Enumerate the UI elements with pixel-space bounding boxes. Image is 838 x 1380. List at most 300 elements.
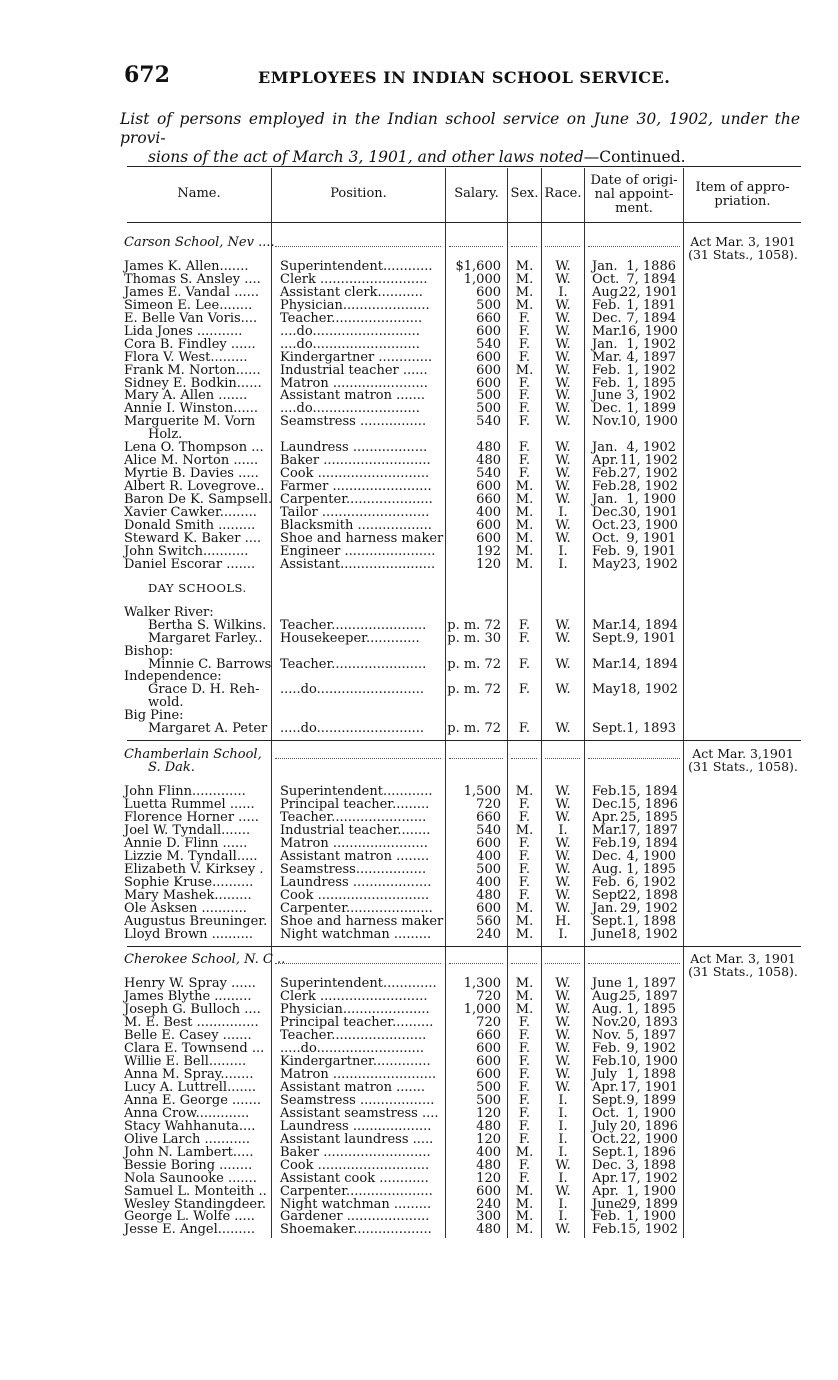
employee-race: I. [558, 1131, 568, 1147]
employee-race: W. [555, 1067, 571, 1083]
employee-name: John Switch........... [124, 543, 249, 559]
employee-name: Willie E. Bell......... [124, 1054, 247, 1070]
appointment-date: 1, 1902 [626, 336, 676, 352]
appointment-month: Jan. [592, 258, 618, 274]
employee-salary: 240 [476, 1196, 501, 1212]
employee-race: W. [555, 271, 571, 287]
dot-leader [588, 758, 680, 759]
appointment-date: 6, 1902 [626, 874, 676, 890]
appointment-date: 1, 1895 [626, 861, 676, 877]
employee-sex: M. [515, 976, 534, 992]
caption-continued: —Continued. [583, 148, 686, 166]
employee-sex: M. [515, 530, 534, 546]
employee-race: W. [555, 453, 571, 469]
employee-race: I. [558, 1092, 568, 1108]
employee-position: Farmer ........................ [280, 479, 432, 495]
appointment-month: Sept. [592, 913, 627, 929]
employee-name: Wesley Standingdeer. [124, 1196, 267, 1212]
employee-sex: M. [515, 492, 534, 508]
appointment-month: Feb. [592, 784, 621, 800]
employee-sex: M. [515, 1222, 534, 1238]
employee-position: .....do.......................... [280, 1041, 425, 1057]
employee-position: Assistant matron ........ [280, 848, 430, 864]
employee-sex: F. [518, 310, 531, 326]
employee-position: Shoe and harness maker [280, 913, 444, 929]
appointment-month: July [592, 1067, 618, 1083]
running-title: EMPLOYEES IN INDIAN SCHOOL SERVICE. [258, 68, 671, 87]
employee-name: Donald Smith ......... [124, 517, 256, 533]
caption-line-2: sions of the act of March 3, 1901, and other laws noted [148, 148, 584, 166]
employee-sex: M. [515, 926, 534, 942]
employee-name: Elizabeth V. Kirksey . [124, 861, 264, 877]
employee-name: Annie I. Winston...... [124, 401, 259, 417]
employee-sex: M. [515, 1002, 534, 1018]
employee-race: I. [558, 1144, 568, 1160]
employee-name: Stacy Wahhanuta.... [124, 1118, 256, 1134]
employee-name: Frank M. Norton...... [124, 362, 261, 378]
employee-name: John Flinn............. [124, 784, 246, 800]
employee-race: W. [555, 976, 571, 992]
dot-leader [588, 246, 680, 247]
appointment-date: 3, 1902 [626, 388, 676, 404]
employee-position: Carpenter..................... [280, 900, 433, 916]
approp-header-line: priation. [714, 194, 771, 209]
appointment-date: 20, 1893 [620, 1015, 678, 1031]
employee-position: Industrial teacher ...... [280, 362, 428, 378]
employee-name: Lena O. Thompson ... [124, 440, 264, 456]
employee-salary: 500 [476, 388, 501, 404]
appropriation-note [673, 952, 813, 978]
employee-sex: F. [518, 466, 531, 482]
employee-race: W. [555, 362, 571, 378]
employee-race: W. [555, 784, 571, 800]
employee-position: Teacher....................... [280, 617, 427, 633]
employee-sex: M. [515, 1209, 534, 1225]
employee-sex: M. [515, 913, 534, 929]
column-header-name: Name. [177, 186, 221, 201]
employee-race: W. [555, 809, 571, 825]
date-header-line: nal appoint- [594, 187, 674, 202]
employee-position: Superintendent............ [280, 784, 433, 800]
employee-name: Belle E. Casey ....... [124, 1028, 252, 1044]
appointment-date: 14, 1894 [620, 617, 678, 633]
employee-sex: M. [515, 543, 534, 559]
employee-name: Luetta Rummel ...... [124, 797, 255, 813]
employee-name: Bessie Boring ........ [124, 1157, 253, 1173]
appointment-month: Mar. [592, 617, 622, 633]
employee-position: Night watchman ......... [280, 1196, 432, 1212]
employee-race: W. [555, 1222, 571, 1238]
employee-salary: 500 [476, 297, 501, 313]
appropriation-line: (31 Stats., 1058). [688, 759, 798, 775]
appointment-month: Oct. [592, 530, 620, 546]
employee-sex: F. [518, 1041, 531, 1057]
employee-name: James K. Allen....... [124, 258, 249, 274]
employee-salary: 400 [476, 1144, 501, 1160]
appointment-date: 10, 1900 [620, 414, 678, 430]
employee-race: W. [555, 861, 571, 877]
employee-name: Daniel Escorar ....... [124, 556, 256, 572]
employee-race: I. [558, 1209, 568, 1225]
employee-name: Mary Mashek......... [124, 887, 252, 903]
employee-salary: 480 [476, 1157, 501, 1173]
employee-name: Baron De K. Sampsell. [124, 492, 273, 508]
employee-position: Clerk .......................... [280, 271, 428, 287]
employee-sex: M. [515, 517, 534, 533]
appointment-month: Apr. [592, 809, 619, 825]
appointment-month: June [592, 1196, 622, 1212]
appointment-date: 1, 1899 [626, 401, 676, 417]
column-header-sex: Sex. [510, 186, 539, 201]
section-rule [127, 740, 801, 741]
employee-position: Assistant matron ....... [280, 1079, 426, 1095]
employee-salary: p. m. 72 [447, 682, 501, 698]
employee-salary: 400 [476, 874, 501, 890]
approp-header-line: Item of appro- [695, 180, 790, 195]
employee-salary: 600 [476, 517, 501, 533]
appointment-date: 29, 1899 [620, 1196, 678, 1212]
employee-sex: F. [518, 1105, 531, 1121]
appointment-month: Aug. [592, 861, 623, 877]
employee-position: Principal teacher......... [280, 797, 430, 813]
employee-sex: F. [518, 721, 531, 737]
appointment-month: Apr. [592, 1170, 619, 1186]
employee-salary: 660 [476, 492, 501, 508]
appointment-date: 15, 1894 [620, 784, 678, 800]
employee-sex: F. [518, 388, 531, 404]
subsection-heading: DAY SCHOOLS. [148, 580, 247, 595]
employee-salary: 600 [476, 835, 501, 851]
employee-name: Flora V. West......... [124, 349, 248, 365]
dot-leader [588, 963, 680, 964]
employee-position: Principal teacher.......... [280, 1015, 434, 1031]
caption-line-1: List of persons employed in the Indian school service on June 30, 1902, under the provi- [120, 110, 800, 147]
employee-race: W. [555, 797, 571, 813]
employee-position: Cook ........................... [280, 466, 430, 482]
appointment-month: Jan. [592, 900, 618, 916]
employee-name: Lida Jones ........... [124, 323, 243, 339]
appointment-month: Jan. [592, 492, 618, 508]
employee-position: ....do.......................... [280, 323, 420, 339]
employee-sex: F. [518, 1170, 531, 1186]
appointment-date: 1, 1891 [626, 297, 676, 313]
employee-name: Nola Saunooke ....... [124, 1170, 257, 1186]
section-rule [127, 946, 801, 947]
employee-salary: 480 [476, 887, 501, 903]
appropriation-line: (31 Stats., 1058). [688, 964, 798, 980]
employee-salary: 600 [476, 1054, 501, 1070]
employee-name: Mary A. Allen ....... [124, 388, 248, 404]
appointment-month: Nov. [592, 1028, 622, 1044]
appointment-month: Feb. [592, 1209, 621, 1225]
appointment-date: 20, 1896 [620, 1118, 678, 1134]
employee-name: Myrtie B. Davies ..... [124, 466, 259, 482]
employee-sex: F. [518, 874, 531, 890]
employee-race: W. [555, 874, 571, 890]
employee-position: Blacksmith .................. [280, 517, 432, 533]
employee-race: W. [555, 349, 571, 365]
employee-sex: M. [515, 258, 534, 274]
date-header-line: ment. [615, 201, 653, 216]
appointment-month: Sept. [592, 721, 627, 737]
appropriation-line: Act Mar. 3, 1901 [690, 951, 796, 967]
employee-name: Lizzie M. Tyndall..... [124, 848, 258, 864]
employee-sex: F. [518, 414, 531, 430]
employee-name: Florence Horner ..... [124, 809, 259, 825]
appointment-month: Feb. [592, 362, 621, 378]
dot-leader [545, 758, 580, 759]
appointment-date: 25, 1895 [620, 809, 678, 825]
employee-position: ....do.......................... [280, 401, 420, 417]
appointment-month: Mar. [592, 323, 622, 339]
employee-salary: 120 [476, 1105, 501, 1121]
appointment-date: 23, 1900 [620, 517, 678, 533]
appointment-date: 9, 1902 [626, 1041, 676, 1057]
appointment-month: Dec. [592, 505, 622, 520]
appointment-month: Dec. [592, 797, 622, 813]
employee-position: ....do.......................... [280, 336, 420, 352]
employee-position: Cook ........................... [280, 1157, 430, 1173]
employee-race: W. [555, 835, 571, 851]
appointment-month: Apr. [592, 1183, 619, 1199]
dot-leader [449, 758, 503, 759]
employee-race: W. [555, 440, 571, 456]
employee-sex: F. [518, 1015, 531, 1031]
employee-race: W. [555, 323, 571, 339]
employee-position: Assistant seamstress .... [280, 1105, 439, 1121]
employee-sex: F. [518, 809, 531, 825]
appointment-month: July [592, 1118, 618, 1134]
employee-sex: F. [518, 375, 531, 391]
appointment-month: Sept. [592, 630, 627, 646]
appointment-date: 18, 1902 [620, 682, 678, 698]
appointment-date: 22, 1898 [620, 887, 678, 903]
employee-position: Laundress .................. [280, 440, 428, 456]
appointment-month: Mar. [592, 822, 622, 838]
appointment-month: Feb. [592, 1054, 621, 1070]
employee-sex: F. [518, 1067, 531, 1083]
dot-leader [275, 963, 441, 964]
employee-race: W. [555, 492, 571, 508]
employee-race: W. [555, 1183, 571, 1199]
employee-name: Thomas S. Ansley .... [124, 271, 261, 287]
employee-position: Assistant....................... [280, 556, 436, 572]
employee-name: James Blythe ......... [124, 989, 252, 1005]
employee-position: Tailor .......................... [280, 505, 430, 520]
employee-salary: 540 [476, 336, 501, 352]
appointment-month: Mar. [592, 349, 622, 365]
employee-sex: F. [518, 617, 531, 633]
employee-name: Ole Asksen ........... [124, 900, 247, 916]
employee-name: Bertha S. Wilkins. [148, 617, 267, 633]
employee-race: I. [558, 822, 568, 838]
employee-salary: p. m. 30 [447, 630, 501, 646]
appointment-date: 4, 1900 [626, 848, 676, 864]
employee-salary: 600 [476, 284, 501, 300]
appointment-date: 23, 1902 [620, 556, 678, 572]
appointment-date: 1, 1893 [626, 721, 676, 737]
employee-sex: F. [518, 401, 531, 417]
employee-name: Lloyd Brown .......... [124, 926, 253, 942]
appointment-date: 18, 1902 [620, 926, 678, 942]
employee-salary: 500 [476, 861, 501, 877]
employee-position: Kindergartner.............. [280, 1054, 431, 1070]
appointment-date: 17, 1897 [620, 822, 678, 838]
employee-name: Margaret Farley.. [148, 630, 263, 646]
appointment-month: Apr. [592, 1079, 619, 1095]
appointment-month: Apr. [592, 453, 619, 469]
employee-race: W. [555, 617, 571, 633]
employee-salary: 600 [476, 1041, 501, 1057]
section-title: Cherokee School, N. C .. [124, 952, 286, 968]
employee-sex: M. [515, 784, 534, 800]
appropriation-note [673, 747, 813, 773]
employee-race: W. [555, 682, 571, 698]
employee-salary: 600 [476, 900, 501, 916]
employee-name: Lucy A. Luttrell....... [124, 1079, 257, 1095]
employee-name: M. E. Best ............... [124, 1015, 259, 1031]
appointment-date: 28, 1902 [620, 479, 678, 495]
appointment-date: 1, 1895 [626, 1002, 676, 1018]
appointment-month: Aug. [592, 1002, 623, 1018]
employee-race: I. [558, 1170, 568, 1186]
employee-position: Baker .......................... [280, 1144, 431, 1160]
employee-salary: 192 [476, 543, 501, 559]
appointment-date: 9, 1901 [626, 530, 676, 546]
appointment-date: 15, 1896 [620, 797, 678, 813]
employee-salary: 500 [476, 401, 501, 417]
appointment-date: 7, 1894 [626, 271, 676, 287]
employee-race: I. [558, 543, 568, 559]
employee-name: Samuel L. Monteith .. [124, 1183, 267, 1199]
employee-salary: 600 [476, 323, 501, 339]
employee-position: Carpenter..................... [280, 492, 433, 508]
employee-race: W. [555, 1054, 571, 1070]
employee-race: I. [558, 284, 568, 300]
employee-race: W. [555, 1028, 571, 1044]
employee-name: Holz. [148, 427, 183, 443]
appointment-month: Oct. [592, 1105, 620, 1121]
employee-salary: 480 [476, 440, 501, 456]
employee-race: W. [555, 258, 571, 274]
appointment-month: Dec. [592, 401, 622, 417]
appointment-month: May [592, 682, 621, 698]
employee-position: Laundress ................... [280, 1118, 432, 1134]
employee-name: Anna E. George ....... [124, 1092, 261, 1108]
employee-name: Walker River: [124, 604, 214, 620]
employee-salary: 600 [476, 479, 501, 495]
appointment-date: 1, 1898 [626, 1067, 676, 1083]
employee-salary: 540 [476, 822, 501, 838]
employee-salary: 240 [476, 926, 501, 942]
employee-race: W. [555, 630, 571, 646]
employee-salary: 540 [476, 414, 501, 430]
employee-race: I. [558, 556, 568, 572]
employee-position: .....do.......................... [280, 682, 425, 698]
employee-name: Bishop: [124, 643, 174, 659]
appointment-month: Feb. [592, 466, 621, 482]
employee-sex: F. [518, 1079, 531, 1095]
employee-position: Gardener .................... [280, 1209, 430, 1225]
appointment-date: 25, 1897 [620, 989, 678, 1005]
employee-salary: 600 [476, 1067, 501, 1083]
appointment-month: Feb. [592, 835, 621, 851]
appointment-date: 7, 1894 [626, 310, 676, 326]
appointment-month: Feb. [592, 1222, 621, 1238]
appointment-month: Feb. [592, 874, 621, 890]
employee-race: W. [555, 517, 571, 533]
employee-name: Sidney E. Bodkin...... [124, 375, 262, 391]
appointment-date: 9, 1901 [626, 543, 676, 559]
employee-sex: M. [515, 479, 534, 495]
appointment-date: 10, 1900 [620, 1054, 678, 1070]
employee-sex: F. [518, 1118, 531, 1134]
column-header-race: Race. [544, 186, 582, 201]
appropriation-line: (31 Stats., 1058). [688, 247, 798, 262]
appointment-date: 1, 1900 [626, 1105, 676, 1121]
employee-salary: 480 [476, 453, 501, 469]
employee-name: Olive Larch ........... [124, 1131, 250, 1147]
employee-position: Shoemaker................... [280, 1222, 432, 1238]
employee-position: Matron ....................... [280, 835, 428, 851]
employee-sex: F. [518, 1054, 531, 1070]
appointment-month: Feb. [592, 297, 621, 313]
employee-position: Seamstress................. [280, 861, 427, 877]
employee-salary: 500 [476, 1079, 501, 1095]
employee-salary: p. m. 72 [447, 656, 501, 672]
employee-sex: F. [518, 1092, 531, 1108]
employee-race: H. [555, 913, 571, 929]
appointment-date: 3, 1898 [626, 1157, 676, 1173]
employee-sex: F. [518, 1157, 531, 1173]
employee-position: Clerk .......................... [280, 989, 428, 1005]
appointment-date: 14, 1894 [620, 656, 678, 672]
employee-sex: M. [515, 1196, 534, 1212]
appointment-month: Sept. [592, 1144, 627, 1160]
employee-salary: 1,000 [463, 1002, 501, 1018]
appropriation-line: Act Mar. 3,1901 [692, 746, 794, 762]
employee-race: W. [555, 530, 571, 546]
appointment-month: Sept. [592, 1092, 627, 1108]
employee-position: Carpenter..................... [280, 1183, 433, 1199]
employee-position: Teacher....................... [280, 809, 427, 825]
employee-salary: p. m. 72 [447, 721, 501, 737]
dot-leader [275, 758, 441, 759]
appointment-month: June [592, 926, 622, 942]
employee-salary: p. m. 72 [447, 617, 501, 633]
column-header-salary: Salary. [454, 186, 499, 201]
appointment-date: 17, 1902 [620, 1170, 678, 1186]
employee-sex: F. [518, 887, 531, 903]
employee-salary: 480 [476, 1118, 501, 1134]
appointment-month: Jan. [592, 440, 618, 456]
appointment-month: June [592, 976, 622, 992]
employee-name: Alice M. Norton ...... [124, 453, 259, 469]
appointment-month: Oct. [592, 271, 620, 287]
employee-name: Big Pine: [124, 708, 184, 724]
appointment-date: 4, 1902 [626, 440, 676, 456]
employee-name: Grace D. H. Reh- [148, 682, 260, 698]
employee-position: Baker .......................... [280, 453, 431, 469]
employee-race: W. [555, 388, 571, 404]
employee-name: Joseph G. Bulloch .... [124, 1002, 261, 1018]
employee-name: E. Belle Van Voris.... [124, 310, 258, 326]
employee-name: Anna Crow............. [124, 1105, 250, 1121]
employee-race: I. [558, 1105, 568, 1121]
employee-sex: F. [518, 349, 531, 365]
employee-salary: 1,500 [463, 784, 501, 800]
employee-name: Marguerite M. Vorn [124, 414, 256, 430]
